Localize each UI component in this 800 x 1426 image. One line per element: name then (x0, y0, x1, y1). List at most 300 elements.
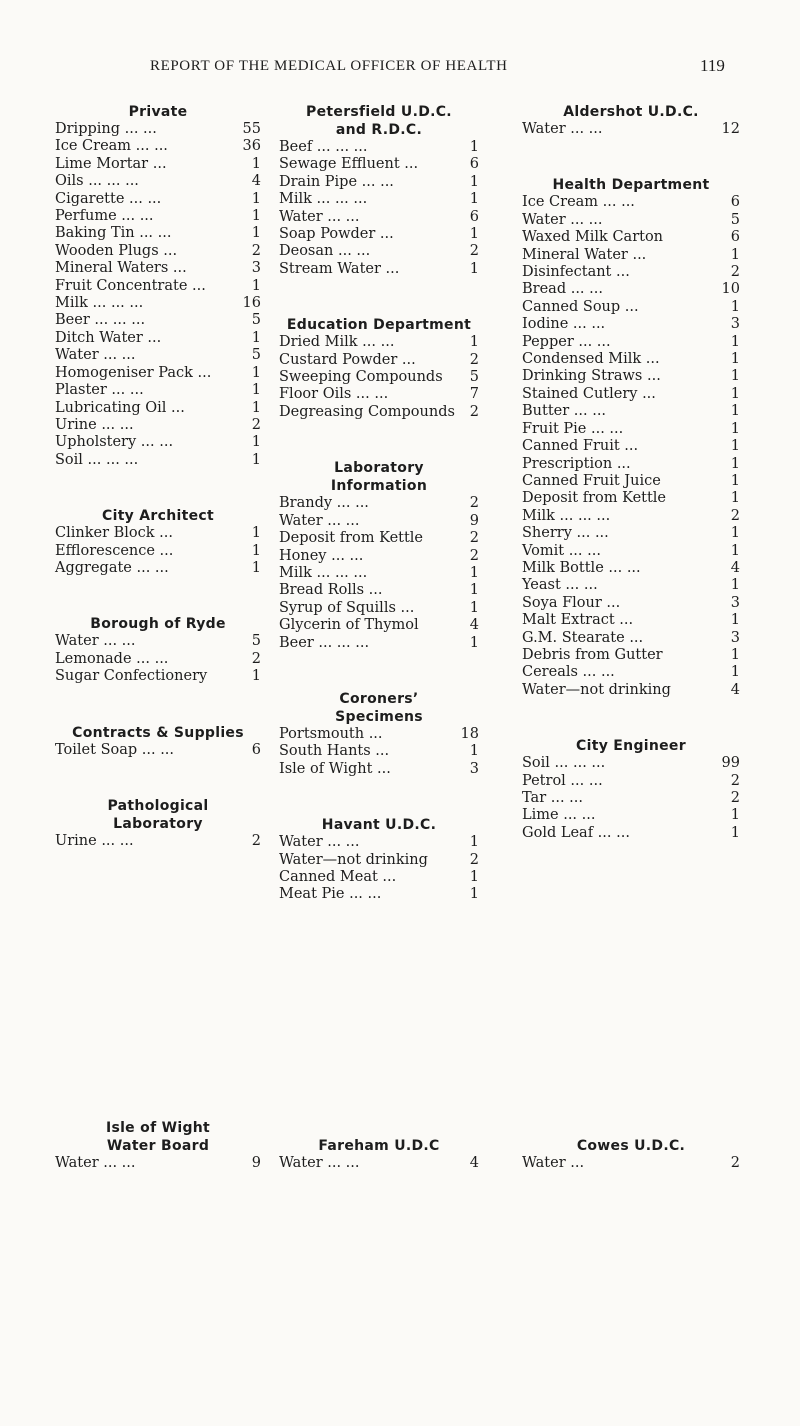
item-label: Toilet Soap ... ... (55, 741, 175, 758)
list-item (55, 365, 261, 382)
list-item (522, 825, 740, 842)
list-item (522, 543, 740, 560)
item-count: 1 (469, 139, 479, 155)
bottom-section-2 (279, 1137, 479, 1172)
list-item (55, 560, 261, 577)
list-item (55, 225, 261, 242)
list-item (279, 852, 479, 869)
item-count: 5 (251, 312, 261, 329)
list-item (279, 886, 479, 903)
item-label: Ice Cream ... ... (55, 138, 168, 155)
list-item (522, 755, 740, 772)
item-label: Water ... ... (55, 1155, 136, 1171)
item-count: 1 (251, 208, 261, 225)
item-count: 2 (730, 772, 740, 789)
item-label: Pepper ... ... (522, 333, 611, 350)
item-label: Deposit from Kettle (522, 490, 667, 507)
list-item (55, 833, 261, 850)
list-item (55, 278, 261, 295)
item-count: 1 (730, 807, 740, 824)
list-item (279, 191, 479, 208)
section-title: Private (128, 104, 188, 120)
list-item (279, 209, 479, 226)
item-label: Bread ... ... (522, 281, 603, 298)
item-count: 2 (469, 495, 479, 512)
item-count: 1 (251, 399, 261, 416)
section (279, 816, 479, 904)
item-count: 1 (469, 743, 479, 760)
item-label: Cigarette ... ... (55, 190, 162, 207)
section (55, 615, 261, 685)
list-item (279, 495, 479, 512)
item-label: Fruit Concentrate ... (55, 277, 206, 294)
list-item (55, 173, 261, 190)
list-item (279, 139, 479, 156)
item-label: Beer ... ... ... (55, 312, 146, 329)
item-count: 6 (469, 156, 479, 173)
item-label: Plaster ... ... (55, 382, 144, 399)
item-label: Milk ... ... ... (279, 191, 368, 208)
item-label: Stained Cutlery ... (522, 385, 656, 402)
item-count: 1 (730, 298, 740, 315)
item-label: Drinking Straws ... (522, 368, 661, 385)
item-label: Soil ... ... ... (522, 755, 606, 772)
item-count: 4 (469, 1155, 479, 1171)
item-label: Soil ... ... ... (55, 451, 139, 468)
item-label: Sugar Confectionery (55, 668, 208, 685)
item-count: 12 (721, 121, 740, 137)
item-label: Water ... ... (279, 208, 360, 225)
item-count: 2 (730, 1155, 740, 1171)
section-title: Laboratory (334, 460, 424, 477)
item-count: 10 (721, 281, 740, 298)
item-label: Beef ... ... ... (279, 139, 368, 155)
item-label: Sewage Effluent ... (279, 156, 419, 173)
item-count: 1 (730, 385, 740, 402)
list-item (522, 351, 740, 368)
list-item (279, 369, 479, 386)
list-item (522, 560, 740, 577)
section (279, 316, 479, 421)
list-item (279, 1155, 479, 1172)
bottom-section-3 (522, 1137, 740, 1172)
item-label: Lime ... ... (522, 807, 596, 824)
item-count: 1 (251, 277, 261, 294)
item-count: 1 (469, 226, 479, 243)
item-label: Syrup of Squills ... (279, 599, 415, 616)
list-item (279, 726, 479, 743)
item-count: 1 (730, 525, 740, 542)
item-label: Soya Flour ... (522, 594, 621, 611)
item-count: 2 (730, 264, 740, 281)
section-title: Information (330, 478, 428, 495)
item-count: 1 (251, 668, 261, 685)
item-label: Lubricating Oil ... (55, 399, 185, 416)
item-count: 1 (730, 646, 740, 663)
item-count: 1 (730, 403, 740, 420)
bottom-section-1 (55, 1119, 261, 1172)
item-count: 5 (251, 347, 261, 364)
item-label: Drain Pipe ... ... (279, 173, 394, 190)
list-item (279, 600, 479, 617)
item-label: Cereals ... ... (522, 664, 615, 681)
list-item (55, 121, 261, 138)
item-count: 3 (730, 316, 740, 333)
item-label: Vomit ... ... (522, 542, 601, 559)
list-item (279, 352, 479, 369)
list-item (55, 633, 261, 650)
item-count: 2 (251, 650, 261, 667)
list-item (279, 582, 479, 599)
item-count: 1 (469, 260, 479, 277)
item-count: 2 (469, 403, 479, 420)
item-count: 6 (251, 741, 261, 758)
item-label: Beer ... ... ... (279, 634, 370, 651)
item-count: 9 (469, 512, 479, 529)
section-title: Havant U.D.C. (321, 817, 437, 834)
list-item (279, 635, 479, 652)
list-item (279, 513, 479, 530)
item-label: Urine ... ... (55, 832, 134, 849)
item-label: Canned Meat ... (279, 868, 397, 885)
section-title: Water Board (106, 1138, 210, 1154)
item-label: Deosan ... ... (279, 243, 371, 260)
item-label: Mineral Water ... (522, 246, 647, 263)
item-count: 9 (251, 1155, 261, 1171)
item-count: 1 (730, 246, 740, 263)
column-2 (279, 103, 479, 904)
section-title: Cowes U.D.C. (576, 1138, 686, 1154)
item-count: 1 (730, 455, 740, 472)
item-count: 1 (730, 351, 740, 368)
item-count: 1 (730, 542, 740, 559)
section (279, 103, 479, 278)
list-item (55, 525, 261, 542)
item-label: Custard Powder ... (279, 351, 416, 368)
item-label: Honey ... ... (279, 547, 364, 564)
list-item (522, 403, 740, 420)
item-count: 2 (251, 832, 261, 849)
page-header: REPORT OF THE MEDICAL OFFICER OF HEALTH (150, 58, 508, 74)
item-count: 1 (469, 868, 479, 885)
item-count: 1 (469, 599, 479, 616)
item-count: 1 (251, 382, 261, 399)
list-item (522, 316, 740, 333)
item-count: 6 (730, 229, 740, 246)
item-count: 55 (242, 121, 261, 137)
list-item (279, 174, 479, 191)
item-count: 1 (251, 559, 261, 576)
item-label: Ditch Water ... (55, 329, 162, 346)
section (522, 103, 740, 138)
item-count: 1 (730, 420, 740, 437)
list-item (522, 647, 740, 664)
section-title: Health Department (552, 177, 710, 194)
list-item (55, 312, 261, 329)
list-item (55, 668, 261, 685)
item-label: Bread Rolls ... (279, 582, 383, 599)
list-item (522, 229, 740, 246)
item-label: Dried Milk ... ... (279, 334, 395, 351)
item-label: Milk ... ... ... (55, 295, 144, 312)
list-item (522, 368, 740, 385)
item-label: Canned Soup ... (522, 298, 639, 315)
item-count: 4 (469, 617, 479, 634)
item-label: G.M. Stearate ... (522, 629, 644, 646)
list-item (55, 260, 261, 277)
item-count: 3 (251, 260, 261, 277)
list-item (55, 347, 261, 364)
item-label: Malt Extract ... (522, 612, 634, 629)
section-title: Coroners’ (339, 690, 419, 707)
item-label: Lemonade ... ... (55, 650, 169, 667)
section-title: Borough of Ryde (90, 616, 226, 633)
item-label: Tar ... ... (522, 790, 583, 806)
list-item (279, 404, 479, 421)
item-count: 1 (730, 333, 740, 350)
list-item (522, 473, 740, 490)
item-count: 18 (460, 725, 479, 742)
item-count: 2 (251, 416, 261, 433)
item-label: Perfume ... ... (55, 208, 154, 225)
list-item (55, 191, 261, 208)
item-count: 3 (730, 594, 740, 611)
item-label: Meat Pie ... ... (279, 886, 382, 903)
list-item (279, 386, 479, 403)
item-count: 1 (469, 334, 479, 351)
list-item (522, 299, 740, 316)
list-item (522, 577, 740, 594)
list-item (522, 456, 740, 473)
item-count: 1 (469, 173, 479, 190)
list-item (522, 421, 740, 438)
list-item (522, 630, 740, 647)
item-count: 1 (730, 612, 740, 629)
item-label: Milk Bottle ... ... (522, 559, 641, 576)
list-item (55, 138, 261, 155)
item-label: Aggregate ... ... (55, 559, 169, 576)
section (279, 690, 479, 778)
list-item (522, 438, 740, 455)
list-item (55, 452, 261, 469)
list-item (279, 548, 479, 565)
item-count: 2 (251, 242, 261, 259)
item-label: Homogeniser Pack ... (55, 364, 212, 381)
section-title: Isle of Wight (105, 1120, 211, 1136)
item-label: Milk ... ... ... (279, 564, 368, 581)
item-count: 1 (469, 582, 479, 599)
item-count: 2 (730, 790, 740, 806)
list-item (55, 295, 261, 312)
item-label: Glycerin of Thymol (279, 617, 419, 634)
list-item (279, 869, 479, 886)
list-item (279, 156, 479, 173)
list-item (522, 773, 740, 790)
item-count: 4 (730, 681, 740, 698)
item-count: 2 (469, 851, 479, 868)
item-count: 1 (469, 191, 479, 208)
list-item (522, 212, 740, 229)
item-label: Water ... ... (55, 633, 136, 650)
item-label: Mineral Waters ... (55, 260, 187, 277)
list-item (279, 834, 479, 851)
item-label: Canned Fruit ... (522, 438, 639, 455)
section-title: City Architect (102, 508, 214, 525)
section (55, 103, 261, 469)
item-label: Sherry ... ... (522, 525, 609, 542)
section-title: Education Department (286, 317, 472, 334)
item-count: 1 (730, 577, 740, 594)
item-count: 6 (730, 194, 740, 211)
item-count: 1 (251, 525, 261, 542)
list-item (55, 742, 261, 759)
item-label: Petrol ... ... (522, 772, 603, 789)
list-item (522, 807, 740, 824)
list-item (522, 490, 740, 507)
item-count: 7 (469, 386, 479, 403)
item-label: Sweeping Compounds (279, 369, 443, 386)
section (279, 459, 479, 652)
item-label: Urine ... ... (55, 416, 134, 433)
item-label: Baking Tin ... ... (55, 225, 172, 242)
item-label: Prescription ... (522, 455, 631, 472)
section (55, 507, 261, 577)
section-title: Laboratory (113, 815, 203, 832)
section (522, 737, 740, 842)
item-label: Lime Mortar ... (55, 155, 167, 172)
list-item (522, 264, 740, 281)
section-title: Fareham U.D.C (318, 1138, 440, 1154)
item-label: Water ... ... (279, 834, 360, 851)
item-count: 1 (251, 542, 261, 559)
list-item (522, 247, 740, 264)
item-count: 6 (469, 208, 479, 225)
item-label: Degreasing Compounds (279, 403, 455, 420)
item-label: Floor Oils ... ... (279, 386, 389, 403)
list-item (522, 281, 740, 298)
section-title: Aldershot U.D.C. (563, 104, 699, 120)
item-label: Water ... ... (522, 211, 603, 228)
list-item (522, 790, 740, 807)
list-item (522, 595, 740, 612)
item-label: Gold Leaf ... ... (522, 824, 630, 841)
list-item (55, 330, 261, 347)
item-count: 2 (469, 530, 479, 547)
item-count: 1 (469, 834, 479, 851)
section (55, 724, 261, 759)
section-title: Pathological (107, 797, 209, 814)
item-label: Water ... (522, 1155, 585, 1171)
item-count: 1 (730, 664, 740, 681)
item-count: 5 (469, 369, 479, 386)
item-label: Butter ... ... (522, 403, 607, 420)
item-count: 1 (730, 368, 740, 385)
list-item (279, 617, 479, 634)
section (522, 176, 740, 699)
section-title: and R.D.C. (335, 122, 423, 138)
item-count: 1 (469, 634, 479, 651)
section-title: Specimens (335, 708, 423, 725)
item-count: 5 (730, 211, 740, 228)
item-count: 1 (730, 824, 740, 841)
list-item (55, 156, 261, 173)
item-count: 2 (469, 547, 479, 564)
item-count: 1 (469, 886, 479, 903)
item-count: 3 (730, 629, 740, 646)
list-item (55, 208, 261, 225)
item-label: Stream Water ... (279, 260, 400, 277)
item-count: 1 (469, 564, 479, 581)
item-label: Wooden Plugs ... (55, 242, 178, 259)
item-label: Water—not drinking (522, 681, 671, 698)
item-count: 2 (469, 243, 479, 260)
item-count: 1 (251, 434, 261, 451)
list-item (279, 743, 479, 760)
item-count: 1 (730, 438, 740, 455)
list-item (55, 543, 261, 560)
list-item (279, 243, 479, 260)
item-label: Yeast ... ... (522, 577, 598, 594)
list-item (522, 386, 740, 403)
list-item (522, 121, 740, 138)
section (55, 797, 261, 850)
item-label: Debris from Gutter (522, 646, 663, 663)
item-count: 36 (242, 138, 261, 155)
column-1 (55, 103, 261, 850)
item-label: Efflorescence ... (55, 542, 174, 559)
list-item (279, 565, 479, 582)
item-count: 1 (251, 225, 261, 242)
list-item (522, 508, 740, 525)
item-label: Soap Powder ... (279, 226, 394, 243)
item-label: Isle of Wight ... (279, 760, 391, 777)
item-label: Fruit Pie ... ... (522, 420, 624, 437)
item-label: Milk ... ... ... (522, 507, 611, 524)
item-label: Oils ... ... ... (55, 173, 139, 190)
item-label: Deposit from Kettle (279, 530, 424, 547)
list-item (279, 261, 479, 278)
section-title: City Engineer (576, 738, 686, 755)
list-item (55, 1155, 261, 1172)
item-label: Condensed Milk ... (522, 351, 660, 368)
list-item (522, 612, 740, 629)
list-item (55, 434, 261, 451)
item-label: Upholstery ... ... (55, 434, 174, 451)
page-number: 119 (700, 56, 725, 75)
item-label: Water ... ... (522, 121, 603, 137)
item-label: Clinker Block ... (55, 525, 173, 542)
item-label: Water ... ... (55, 347, 136, 364)
item-label: Ice Cream ... ... (522, 194, 635, 211)
item-count: 3 (469, 760, 479, 777)
item-count: 5 (251, 633, 261, 650)
item-count: 16 (242, 295, 261, 312)
item-label: Disinfectant ... (522, 264, 630, 281)
list-item (55, 417, 261, 434)
item-count: 1 (251, 364, 261, 381)
item-count: 1 (251, 451, 261, 468)
item-count: 4 (730, 559, 740, 576)
section-title: Petersfield U.D.C. (306, 104, 452, 120)
list-item (522, 334, 740, 351)
item-count: 2 (730, 507, 740, 524)
list-item (522, 682, 740, 699)
list-item (522, 1155, 740, 1172)
item-label: South Hants ... (279, 743, 390, 760)
list-item (279, 334, 479, 351)
item-count: 1 (730, 490, 740, 507)
item-count: 99 (721, 755, 740, 772)
